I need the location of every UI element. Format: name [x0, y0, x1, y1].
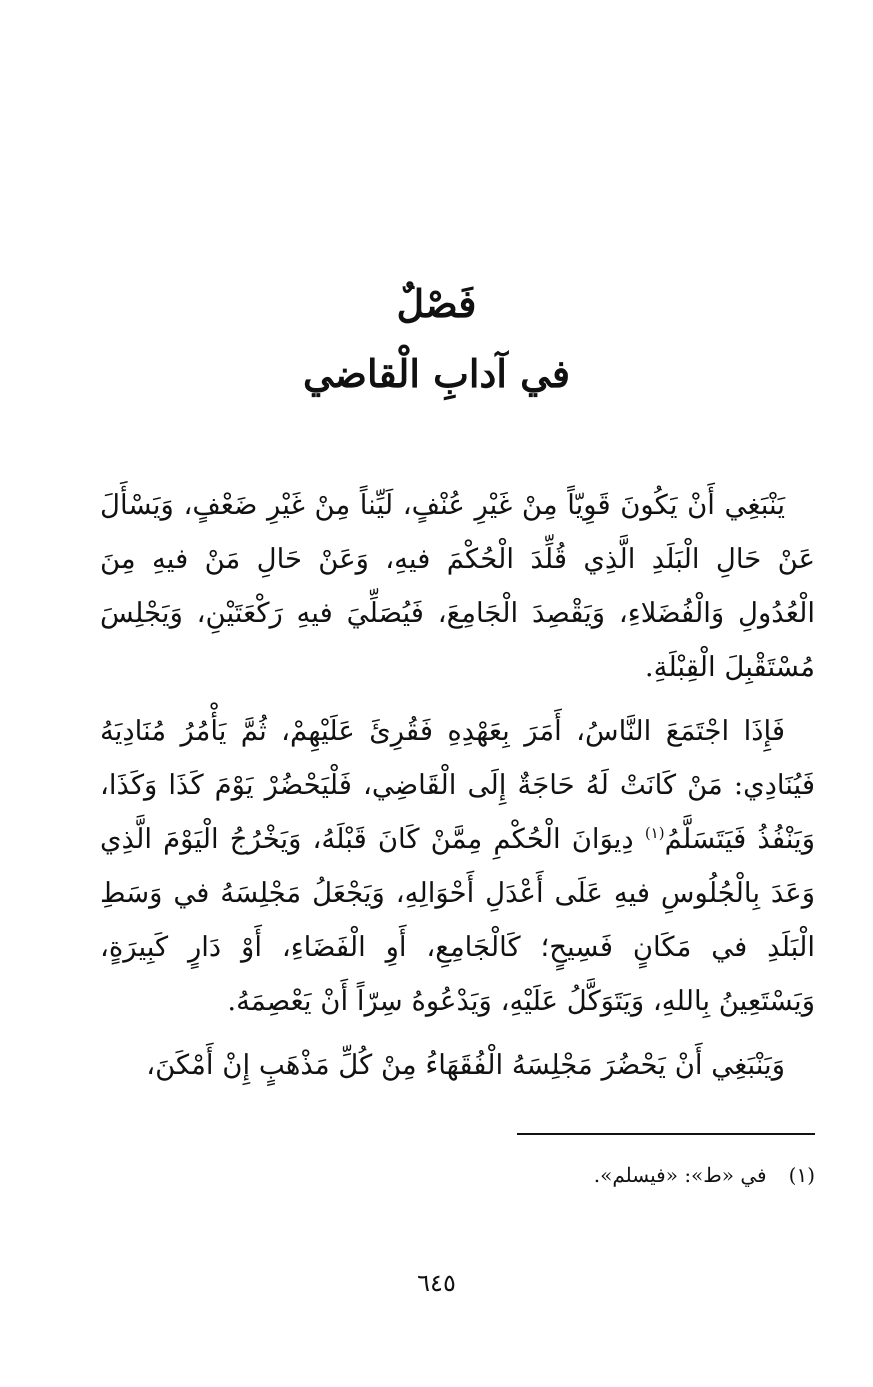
footnote	[100, 1160, 815, 1190]
footnote-text: في «ط»: «فيسلم».	[593, 1163, 767, 1187]
paragraph-1: يَنْبَغِي أَنْ يَكُونَ قَوِيّاً مِنْ غَيْرِ عُنْفٍ، لَيِّناً مِنْ غَيْرِ ضَعْفٍ، وَيَسْأَلَ عَنْ حَالِ الْبَلَدِ الَّذِي قُلِّدَ الْحُكْمَ فيهِ، وَعَنْ حَالِ مَنْ فيهِ مِنَ الْعُدُولِ وَالْفُضَلاءِ، وَيَقْصِدَ الْجَامِعَ، فَيُصَلِّيَ فيهِ رَكْعَتَيْنِ، وَيَجْلِسَ مُسْتَقْبِلَ الْقِبْلَةِ.	[100, 489, 815, 683]
paragraph-2-text-b: دِيوَانَ الْحُكْمِ مِمَّنْ كَانَ قَبْلَهُ، وَيَخْرُجُ الْيَوْمَ الَّذِي وَعَدَ بِالْجُلُوسِ فيهِ عَلَى أَعْدَلِ أَحْوَالِهِ، وَيَجْعَلُ مَجْلِسَهُ في وَسَطِ الْبَلَدِ في مَكَانٍ فَسِيحٍ؛ كَالْجَامِعِ، أَوِ الْفَضَاءِ، أَوْ دَارٍ كَبِيرَةٍ، وَيَسْتَعِينُ بِاللهِ، وَيَتَوَكَّلُ عَلَيْهِ، وَيَدْعُوهُ سِرّاً أَنْ يَعْصِمَهُ.	[100, 823, 815, 1017]
section-subtitle: في آدابِ الْقاضي	[303, 351, 570, 396]
paragraph-2	[100, 704, 815, 1028]
footnote-divider	[517, 1133, 815, 1135]
footnote-number: (١)	[788, 1163, 815, 1187]
main-text	[100, 478, 815, 1102]
page-number: ٦٤٥	[417, 1269, 456, 1297]
footnote-reference: (١)	[644, 823, 665, 842]
section-title: فَصْلٌ	[396, 281, 477, 326]
paragraph-2-text-a: فَإِذَا اجْتَمَعَ النَّاسُ، أَمَرَ بِعَهْدِهِ فَقُرِئَ عَلَيْهِمْ، ثُمَّ يَأْمُرُ مُنَادِيَهُ فَيُنَادِي: مَنْ كَانَتْ لَهُ حَاجَةٌ إِلَى الْقَاضِي، فَلْيَحْضُرْ يَوْمَ كَذَا وَكَذَا، وَيَنْفُذُ فَيَتَسَلَّمُ	[100, 715, 815, 855]
paragraph-3: وَيَنْبَغِي أَنْ يَحْضُرَ مَجْلِسَهُ الْفُقَهَاءُ مِنْ كُلِّ مَذْهَبٍ إِنْ أَمْكَنَ،	[146, 1049, 785, 1081]
